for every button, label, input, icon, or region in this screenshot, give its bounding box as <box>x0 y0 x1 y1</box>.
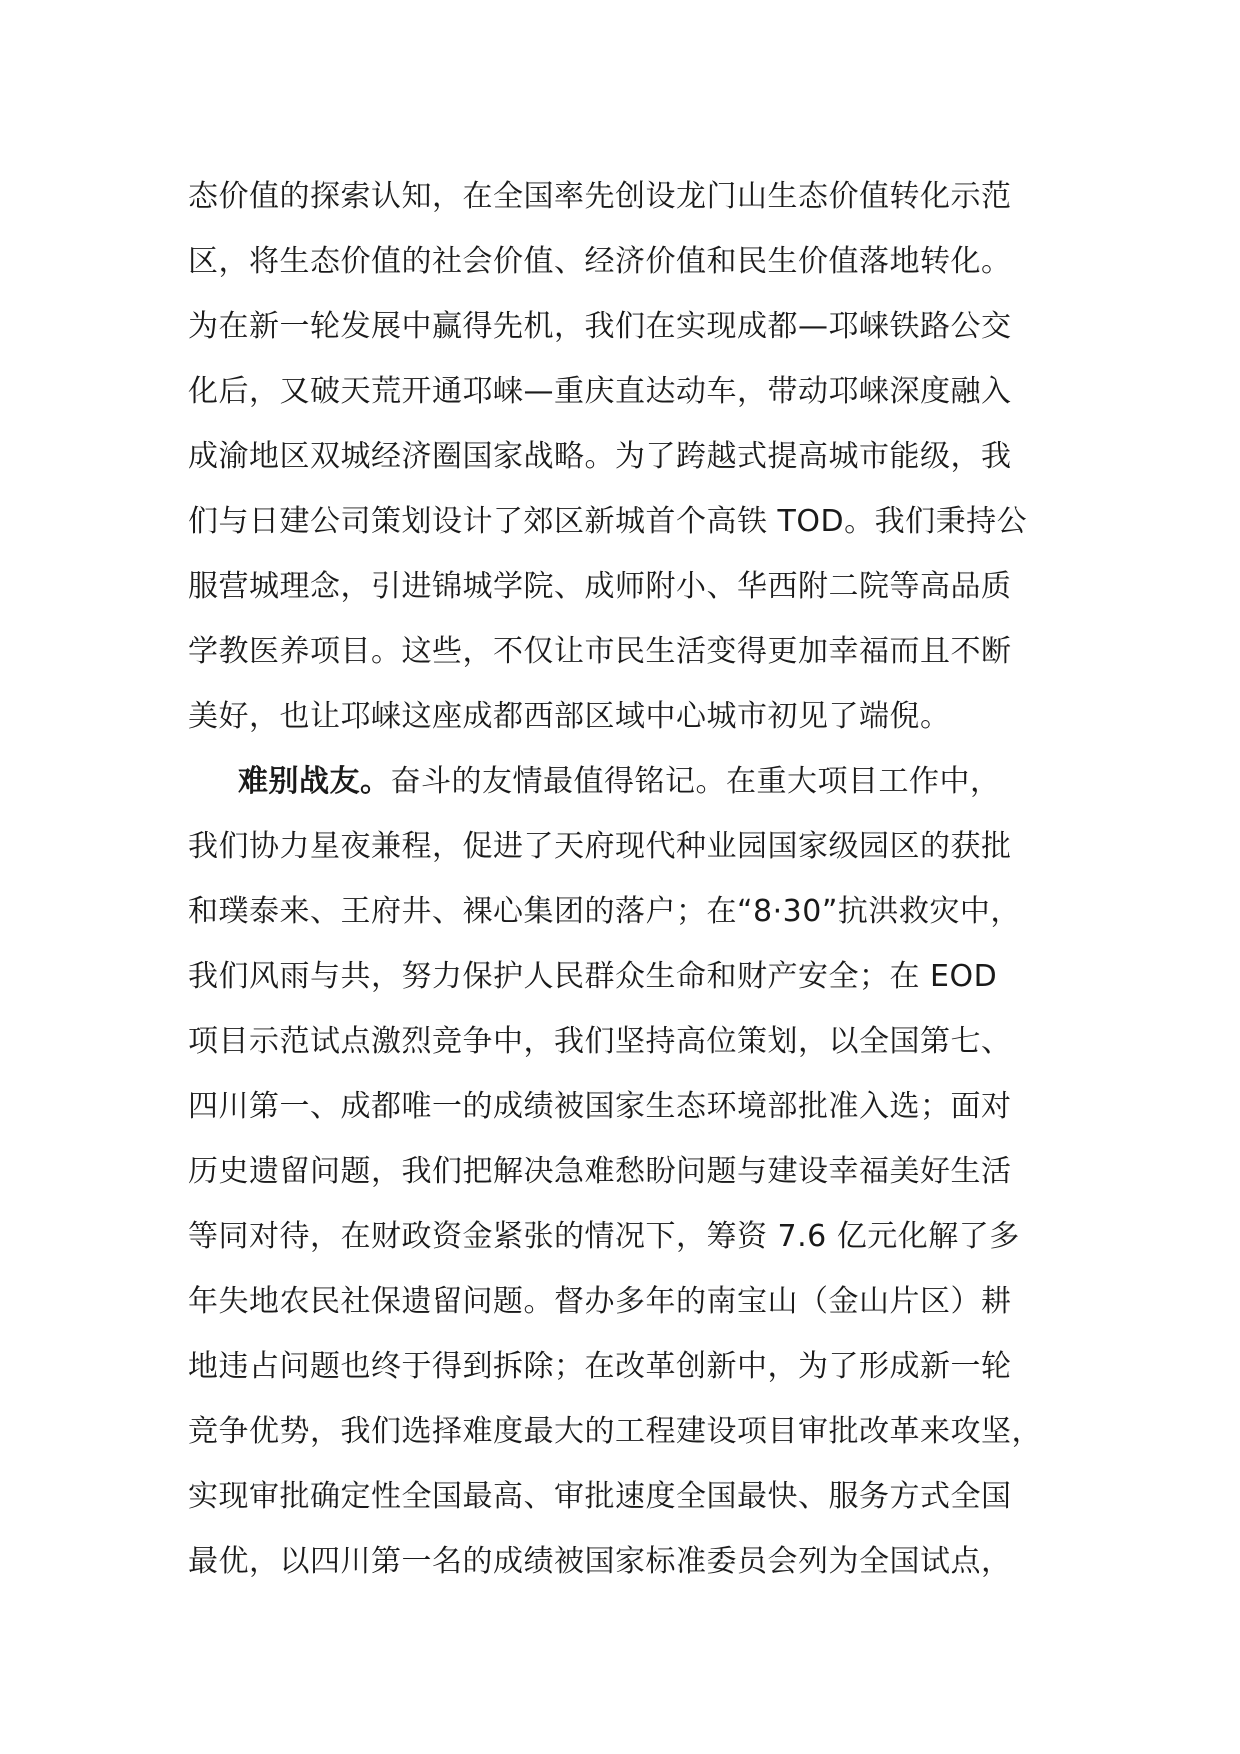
text-line: 历史遗留问题，我们把解决急难愁盼问题与建设幸福美好生活 <box>188 1154 1012 1189</box>
text-line: 年失地农民社保遗留问题。督办多年的南宝山（金山片区）耕 <box>188 1284 1012 1319</box>
text-line: 四川第一、成都唯一的成绩被国家生态环境部批准入选；面对 <box>188 1089 1012 1124</box>
text-line: 最优，以四川第一名的成绩被国家标准委员会列为全国试点， <box>188 1544 1012 1579</box>
text-line: 等同对待，在财政资金紧张的情况下，筹资 7.6 亿元化解了多 <box>188 1219 1020 1254</box>
document-body <box>188 164 1088 1594</box>
paragraph-lead-heading: 难别战友。 <box>238 764 391 799</box>
text-line: 竞争优势，我们选择难度最大的工程建设项目审批改革来攻坚， <box>188 1414 1042 1449</box>
text-line: 我们协力星夜兼程，促进了天府现代种业园国家级园区的获批 <box>188 829 1012 864</box>
text-line: 地违占问题也终于得到拆除；在改革创新中，为了形成新一轮 <box>188 1349 1012 1384</box>
text-line: 和璞泰来、王府井、裸心集团的落户；在“8·30”抗洪救灾中， <box>188 894 1021 929</box>
paragraph-first-line <box>188 749 1088 814</box>
text-line: 区，将生态价值的社会价值、经济价值和民生价值落地转化。 <box>188 244 1012 279</box>
text-line: 成渝地区双城经济圈国家战略。为了跨越式提高城市能级，我 <box>188 439 1012 474</box>
text-line: 学教医养项目。这些，不仅让市民生活变得更加幸福而且不断 <box>188 634 1012 669</box>
text-line: 美好，也让邛崃这座成都西部区域中心城市初见了端倪。 <box>188 699 951 734</box>
text-line: 为在新一轮发展中赢得先机，我们在实现成都—邛崃铁路公交 <box>188 309 1012 344</box>
text-line: 服营城理念，引进锦城学院、成师附小、华西附二院等高品质 <box>188 569 1012 604</box>
text-line: 项目示范试点激烈竞争中，我们坚持高位策划，以全国第七、 <box>188 1024 1012 1059</box>
text-line: 我们风雨与共，努力保护人民群众生命和财产安全；在 EOD <box>188 959 998 994</box>
paragraph-lead-text: 奋斗的友情最值得铭记。在重大项目工作中， <box>390 764 1001 799</box>
text-line: 化后，又破天荒开通邛崃—重庆直达动车，带动邛崃深度融入 <box>188 374 1012 409</box>
text-line: 态价值的探索认知，在全国率先创设龙门山生态价值转化示范 <box>188 179 1012 214</box>
text-line: 们与日建公司策划设计了郊区新城首个高铁 TOD。我们秉持公 <box>188 504 1028 539</box>
text-line: 实现审批确定性全国最高、审批速度全国最快、服务方式全国 <box>188 1479 1012 1514</box>
